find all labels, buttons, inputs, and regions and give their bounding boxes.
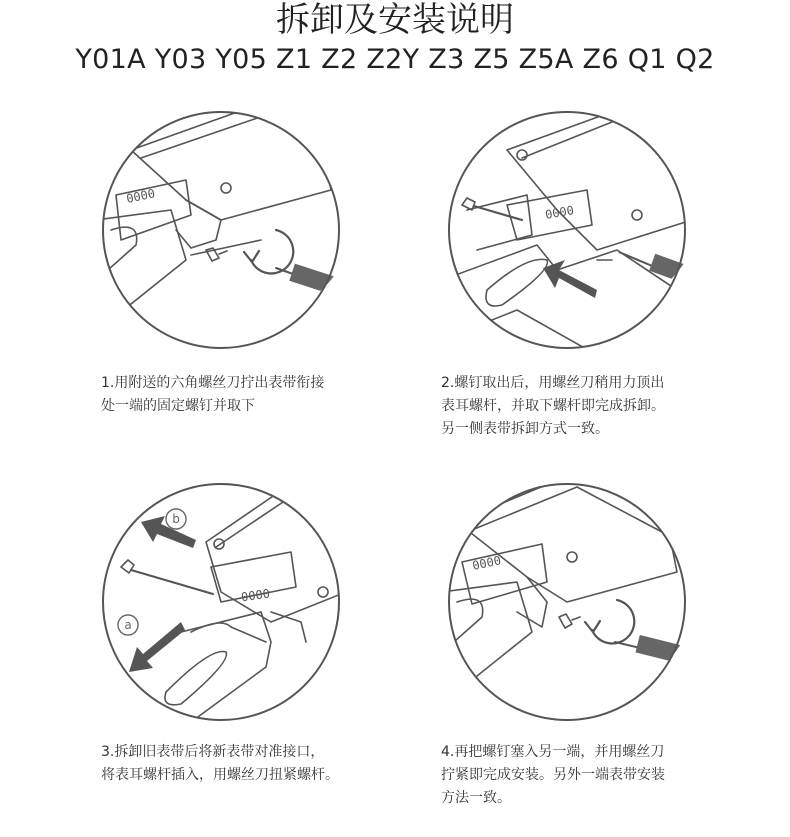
step-3-caption: 3.拆卸旧表带后将新表带对准接口， 将表耳螺杆插入，用螺丝刀扭紧螺杆。	[101, 744, 339, 783]
step-1-illustration	[101, 110, 341, 350]
spring-bar	[474, 206, 522, 220]
step-2-caption: 2.螺钉取出后，用螺丝刀稍用力顶出 表耳螺杆，并取下螺杆即完成拆卸。 另一侧表带拆卸方式一致。	[441, 375, 665, 437]
device-label: 0000	[471, 553, 503, 573]
screw	[559, 614, 572, 628]
step-1-caption: 1.用附送的六角螺丝刀拧出表带衔接 处一端的固定螺钉并取下	[101, 375, 325, 414]
device-label: 0000	[125, 186, 157, 206]
step-3-illustration	[101, 482, 341, 722]
step-4-illustration	[447, 482, 687, 722]
step-4-caption: 4.再把螺钉塞入另一端，并用螺丝刀 拧紧即完成安装。另外一端表带安装 方法一致。	[441, 744, 665, 806]
pin-head	[462, 198, 475, 210]
band-slot	[486, 259, 547, 306]
page-title: 拆卸及安装说明	[276, 0, 514, 40]
device-label: 0000	[240, 586, 271, 605]
watch-lug-plate	[462, 544, 547, 604]
band-slot	[165, 652, 226, 705]
screwdriver	[289, 264, 336, 295]
step-2-illustration	[447, 110, 687, 350]
spring-bar	[131, 570, 213, 594]
device-label: 0000	[544, 203, 576, 222]
marker-a-label: a	[124, 618, 132, 632]
watch-body	[457, 482, 677, 602]
watch-body	[507, 110, 687, 250]
model-list: Y01A Y03 Y05 Z1 Z2 Z2Y Z3 Z5 Z5A Z6 Q1 Q2	[75, 44, 715, 75]
marker-b-label: b	[172, 512, 180, 526]
